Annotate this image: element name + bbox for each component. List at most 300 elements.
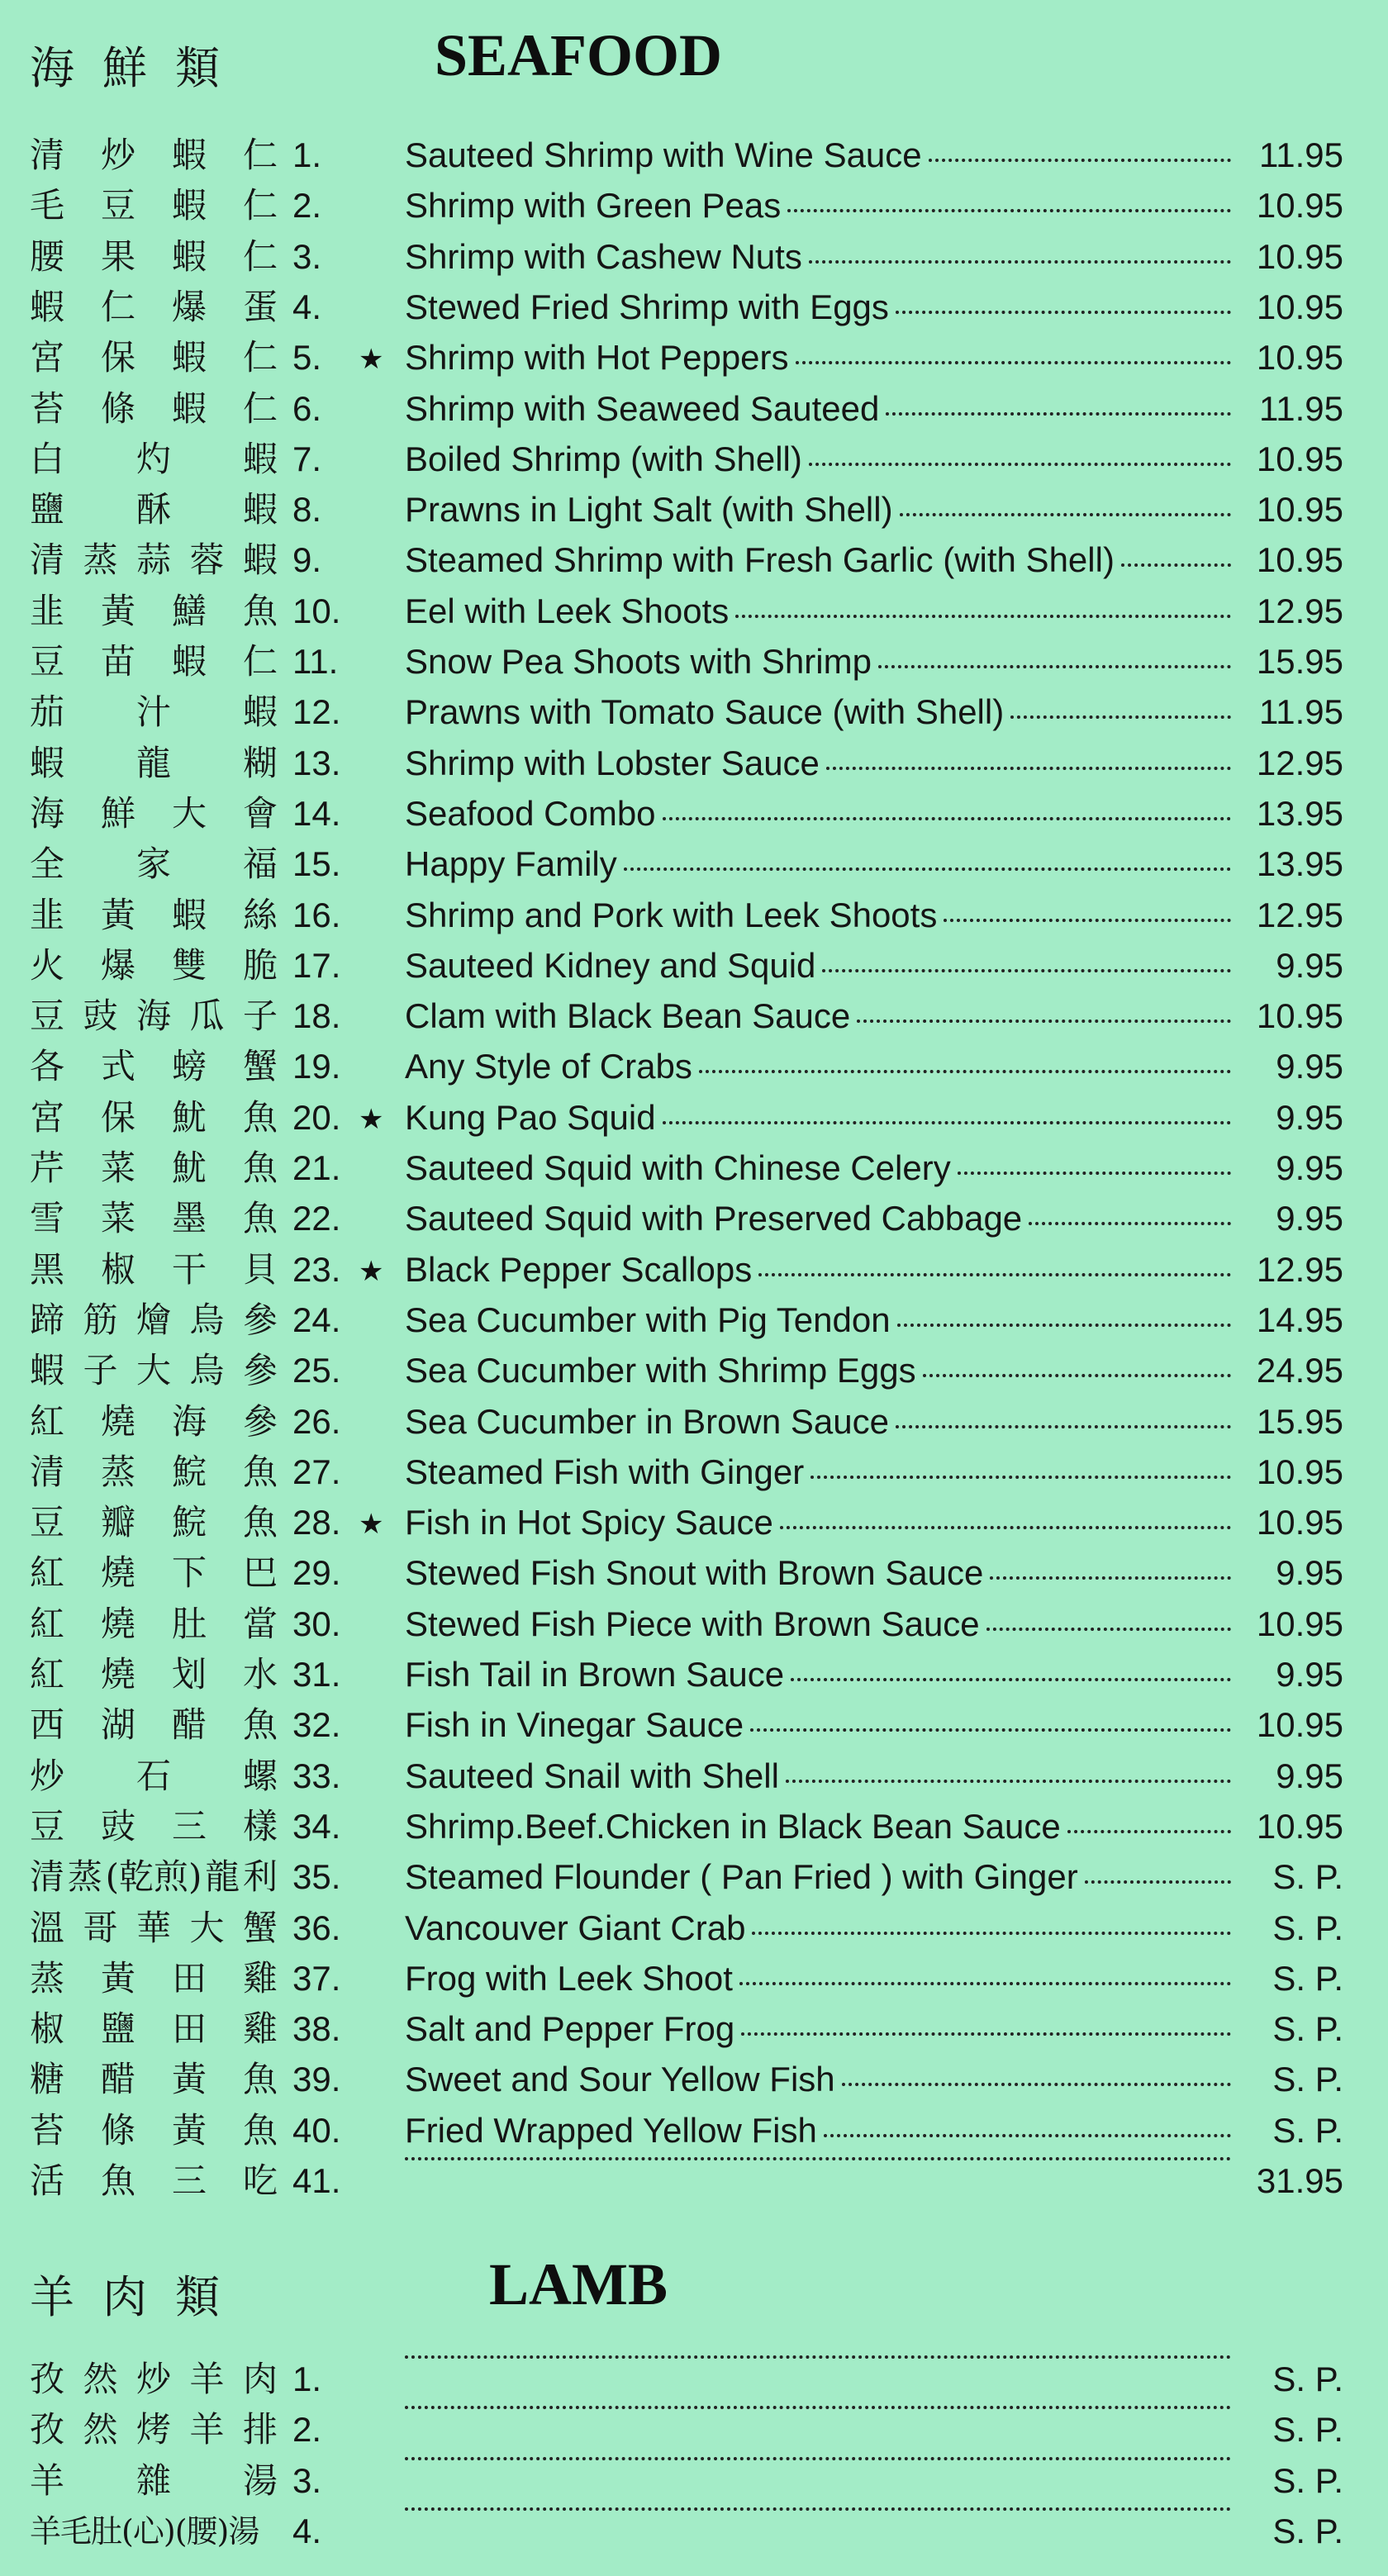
item-number: 22. [292,1199,341,1238]
item-english-name: Boiled Shrimp (with Shell) [405,439,802,478]
item-chinese-name: 糖 醋 黃 魚 [30,2059,278,2100]
item-number: 39. [292,2060,341,2099]
dot-leader [405,2456,1231,2460]
item-description-line [405,2060,1238,2099]
item-chinese-name: 苔 條 黃 魚 [30,2109,278,2151]
item-number: 13. [292,743,341,782]
item-english-name: Shrimp and Pork with Leek Shoots [405,895,938,934]
item-description-line [405,1098,1238,1138]
menu-item-row [0,1397,1388,1447]
dot-leader [752,1931,1231,1935]
item-price: 10.95 [1256,1503,1343,1542]
menu-item-row [0,2507,1388,2557]
item-price: 9.95 [1276,1047,1343,1086]
item-description-line [405,1402,1238,1442]
item-english-name: Shrimp with Hot Peppers [405,338,789,378]
item-english-name: Stewed Fish Piece with Brown Sauce [405,1604,980,1643]
item-number: 19. [292,1047,341,1086]
dot-leader [405,2355,1231,2359]
menu-item-row [0,131,1388,181]
item-english-name: Black Pepper Scallops [405,1249,753,1289]
section-title-english: SEAFOOD [434,22,723,88]
item-price: S. P. [1272,1857,1343,1897]
dot-leader [750,1728,1231,1732]
menu-item-row [0,891,1388,941]
item-price: 31.95 [1256,2161,1343,2200]
item-chinese-name: 椒 鹽 田 雞 [30,2008,278,2050]
menu-item-row [0,435,1388,485]
item-description-line [405,2360,1238,2364]
dot-leader [990,1576,1231,1580]
dot-leader [405,2156,1231,2160]
menu-item-row [0,1295,1388,1346]
item-chinese-name: 毛 豆 蝦 仁 [30,185,278,226]
item-price: 13.95 [1256,844,1343,884]
item-english-name: Sweet and Sour Yellow Fish [405,2060,835,2099]
item-english-name: Steamed Shrimp with Fresh Garlic (with Shell) [405,540,1115,580]
dot-leader [878,664,1231,668]
item-english-name: Steamed Flounder ( Pan Fried ) with Ginger [405,1857,1078,1897]
item-number: 2. [292,186,322,226]
item-description-line [405,1857,1238,1897]
item-number: 33. [292,1756,341,1795]
item-description-line [405,2512,1238,2516]
spicy-star-icon: ★ [359,1508,384,1542]
item-english-name: Fried Wrapped Yellow Fish [405,2110,817,2150]
item-price: 11.95 [1259,388,1343,428]
item-chinese-name: 宮 保 蝦 仁 [30,337,278,378]
item-chinese-name: 芹 菜 魷 魚 [30,1148,278,1188]
dot-leader [1121,563,1231,567]
menu-item-row [0,1194,1388,1244]
item-chinese-name: 蝦 龍 糊 [30,742,278,783]
item-chinese-name: 豆 瓣 鯇 魚 [30,1502,278,1543]
item-price: S. P. [1272,2460,1343,2500]
item-number: 31. [292,1655,341,1694]
item-chinese-name: 宮 保 魷 魚 [30,1096,278,1138]
dot-leader [929,158,1231,162]
item-chinese-name: 白 灼 蝦 [30,438,278,479]
item-english-name: Happy Family [405,844,617,884]
item-price: 10.95 [1256,540,1343,580]
item-english-name: Stewed Fish Snout with Brown Sauce [405,1553,984,1593]
item-chinese-name: 孜 然 烤 羊 排 [30,2409,278,2450]
menu-item-row [0,1802,1388,1852]
item-description-line [405,844,1238,884]
menu-item-row [0,333,1388,383]
item-description-line [405,692,1238,732]
item-description-line [405,794,1238,834]
menu-item-row [0,1346,1388,1396]
item-english-name: Any Style of Crabs [405,1047,692,1086]
menu-item-row [0,1599,1388,1650]
menu-item-row [0,2355,1388,2405]
item-english-name: Snow Pea Shoots with Shrimp [405,642,872,681]
item-chinese-name: 紅 燒 下 巴 [30,1552,278,1594]
dot-leader [787,208,1231,212]
item-chinese-name: 黑 椒 干 貝 [30,1248,278,1290]
item-english-name: Eel with Leek Shoots [405,591,730,630]
dot-leader [896,310,1231,314]
dot-leader [944,918,1231,922]
dot-leader [1085,1880,1231,1884]
item-chinese-name: 羊 雜 湯 [30,2460,278,2501]
dot-leader [900,512,1231,516]
item-number: 27. [292,1452,341,1491]
dot-leader [809,462,1231,466]
item-number: 2. [292,2410,322,2450]
item-description-line [405,2461,1238,2465]
item-number: 37. [292,1958,341,1998]
dot-leader [739,1981,1231,1985]
dot-leader [810,1475,1231,1479]
menu-item-row [0,485,1388,535]
item-price: S. P. [1272,2009,1343,2049]
item-description-line [405,1553,1238,1593]
item-number: 40. [292,2110,341,2150]
item-chinese-name: 溫 哥 華 大 蟹 [30,1907,278,1948]
item-english-name: Sea Cucumber with Shrimp Eggs [405,1351,916,1390]
item-chinese-name: 紅 燒 肚 當 [30,1603,278,1644]
dot-leader [857,1019,1231,1023]
item-chinese-name: 蝦 仁 爆 蛋 [30,286,278,327]
item-english-name: Sauteed Kidney and Squid [405,945,816,985]
item-description-line [405,642,1238,682]
item-english-name: Seafood Combo [405,793,656,833]
item-number: 6. [292,388,322,428]
menu-item-row [0,2156,1388,2207]
item-number: 12. [292,692,341,732]
item-price: S. P. [1272,2110,1343,2150]
item-price: 10.95 [1256,236,1343,276]
item-english-name: Clam with Black Bean Sauce [405,996,851,1036]
item-price: 10.95 [1256,287,1343,326]
menu-item-row [0,941,1388,991]
item-description-line [405,1148,1238,1188]
item-price: 10.95 [1256,1806,1343,1846]
dot-leader [1010,715,1231,719]
menu-item-row [0,232,1388,283]
dot-leader [796,360,1231,364]
item-price: 12.95 [1256,1249,1343,1289]
item-description-line [405,135,1238,175]
item-english-name: Stewed Fried Shrimp with Eggs [405,287,889,326]
item-english-name: Salt and Pepper Frog [405,2009,735,2049]
item-chinese-name: 清 炒 蝦 仁 [30,135,278,175]
item-description-line [405,1959,1238,1999]
item-price: 9.95 [1276,1097,1343,1137]
item-number: 38. [292,2009,341,2049]
item-english-name: Shrimp with Cashew Nuts [405,236,802,276]
item-english-name: Shrimp.Beef.Chicken in Black Bean Sauce [405,1806,1061,1846]
item-number: 20. [292,1097,341,1137]
item-chinese-name: 海 鮮 大 會 [30,792,278,834]
item-description-line [405,592,1238,631]
item-price: S. P. [1272,1958,1343,1998]
dot-leader [791,1677,1231,1681]
item-description-line [405,1351,1238,1390]
item-number: 25. [292,1351,341,1390]
item-number: 4. [292,2511,322,2550]
item-description-line [405,2161,1238,2165]
item-chinese-name: 羊 毛 肚 (心) (腰) 湯 [30,2512,259,2550]
item-price: 9.95 [1276,1148,1343,1187]
menu-item-row [0,1447,1388,1498]
item-english-name: Steamed Fish with Ginger [405,1452,805,1491]
item-number: 3. [292,2460,322,2500]
item-chinese-name: 炒 石 螺 [30,1755,278,1796]
item-chinese-name: 火 爆 雙 脆 [30,944,278,986]
item-number: 3. [292,236,322,276]
item-number: 9. [292,540,322,580]
item-description-line [405,1756,1238,1796]
menu-item-row [0,1093,1388,1143]
item-number: 41. [292,2161,341,2200]
item-english-name: Sauteed Snail with Shell [405,1756,779,1795]
menu-item-row [0,789,1388,839]
item-english-name: Shrimp with Seaweed Sauteed [405,388,880,428]
item-chinese-name: 清 蒸 (乾煎) 龍 利 [30,1856,278,1898]
dot-leader [1067,1829,1231,1833]
menu-item-row [0,2405,1388,2455]
item-chinese-name: 紅 燒 划 水 [30,1654,278,1694]
menu-item-row [0,1954,1388,2004]
item-number: 36. [292,1908,341,1947]
item-price: S. P. [1272,2360,1343,2398]
dot-leader [958,1171,1231,1175]
menu-item-row [0,1751,1388,1802]
item-english-name: Fish in Hot Spicy Sauce [405,1503,773,1542]
item-description-line [405,2111,1238,2151]
dot-leader [405,2507,1231,2511]
dot-leader [824,2133,1231,2137]
dot-leader [1029,1221,1231,1225]
item-price: 10.95 [1256,186,1343,226]
item-english-name: Sauteed Squid with Preserved Cabbage [405,1199,1023,1238]
item-number: 34. [292,1806,341,1846]
item-chinese-name: 腰 果 蝦 仁 [30,235,278,277]
item-number: 24. [292,1300,341,1339]
item-chinese-name: 紅 燒 海 參 [30,1400,278,1442]
item-number: 26. [292,1401,341,1441]
item-price: S. P. [1272,2511,1343,2550]
item-price: S. P. [1272,2060,1343,2099]
dot-leader [923,1373,1231,1377]
spicy-star-icon: ★ [359,343,384,377]
item-number: 10. [292,591,341,630]
item-price: 10.95 [1256,1452,1343,1491]
item-description-line [405,1250,1238,1290]
item-description-line [405,1452,1238,1492]
item-chinese-name: 雪 菜 墨 魚 [30,1198,278,1239]
dot-leader [822,968,1231,972]
item-number: 16. [292,895,341,934]
item-price: 9.95 [1276,1756,1343,1795]
spicy-star-icon: ★ [359,1254,384,1288]
dot-leader [886,411,1231,416]
item-number: 14. [292,793,341,833]
item-english-name: Prawns in Light Salt (with Shell) [405,490,893,530]
item-price: 15.95 [1256,642,1343,681]
dot-leader [826,766,1231,770]
item-price: 10.95 [1256,439,1343,478]
item-chinese-name: 蝦 子 大 烏 參 [30,1350,278,1391]
menu-item-row [0,587,1388,637]
item-description-line [405,2009,1238,2049]
item-number: 5. [292,338,322,378]
menu-item-row [0,1650,1388,1700]
item-price: 24.95 [1256,1351,1343,1390]
item-english-name: Prawns with Tomato Sauce (with Shell) [405,692,1005,732]
item-price: 9.95 [1276,1553,1343,1593]
item-english-name: Kung Pao Squid [405,1097,656,1137]
item-chinese-name: 全 家 福 [30,844,278,885]
item-english-name: Fish in Vinegar Sauce [405,1705,744,1745]
item-number: 32. [292,1705,341,1745]
menu-item-row [0,384,1388,435]
dot-leader [741,2032,1231,2036]
item-description-line [405,1503,1238,1542]
menu-item-row [0,637,1388,687]
menu-item-row [0,1548,1388,1599]
item-number: 35. [292,1857,341,1897]
item-chinese-name: 清 蒸 鯇 魚 [30,1451,278,1492]
item-description-line [405,1300,1238,1340]
item-chinese-name: 韭 黃 鱔 魚 [30,590,278,631]
menu-item-row [0,1903,1388,1954]
item-chinese-name: 清 蒸 蒜 蓉 蝦 [30,539,278,581]
dot-leader [786,1779,1231,1783]
item-chinese-name: 孜 然 炒 羊 肉 [30,2359,278,2399]
menu-item-row [0,2106,1388,2156]
menu-item-row [0,991,1388,1042]
item-price: 15.95 [1256,1401,1343,1441]
dot-leader [986,1627,1231,1631]
spicy-star-icon: ★ [359,1102,384,1136]
item-number: 8. [292,490,322,530]
item-price: 9.95 [1276,945,1343,985]
item-price: S. P. [1272,2410,1343,2450]
dot-leader [699,1069,1231,1073]
menu-item-row [0,1143,1388,1194]
item-price: 14.95 [1256,1300,1343,1339]
item-number: 11. [292,642,339,681]
menu-item-row [0,1700,1388,1751]
item-price: 10.95 [1256,1604,1343,1643]
menu-item-row [0,1852,1388,1903]
item-english-name: Sauteed Squid with Chinese Celery [405,1148,951,1187]
item-description-line [405,288,1238,327]
dot-leader [405,2405,1231,2409]
item-description-line [405,744,1238,783]
item-number: 15. [292,844,341,884]
item-price: 13.95 [1256,793,1343,833]
item-description-line [405,440,1238,479]
item-chinese-name: 各 式 螃 蟹 [30,1046,278,1087]
item-number: 29. [292,1553,341,1593]
menu-item-row [0,535,1388,586]
item-number: 18. [292,996,341,1036]
dot-leader [663,816,1231,820]
item-chinese-name: 苔 條 蝦 仁 [30,387,278,429]
menu-item-row [0,181,1388,231]
item-price: 9.95 [1276,1199,1343,1238]
item-description-line [405,490,1238,530]
item-price: 11.95 [1259,135,1343,174]
item-english-name: Sea Cucumber in Brown Sauce [405,1401,889,1441]
item-chinese-name: 蒸 黃 田 雞 [30,1957,278,1999]
menu-item-row [0,2004,1388,2055]
item-english-name: Frog with Leek Shoot [405,1958,733,1998]
item-price: S. P. [1272,1908,1343,1947]
item-chinese-name: 鹽 酥 蝦 [30,489,278,530]
item-description-line [405,389,1238,429]
item-description-line [405,1908,1238,1948]
item-chinese-name: 豆 苗 蝦 仁 [30,641,278,682]
item-english-name: Vancouver Giant Crab [405,1908,746,1947]
item-description-line [405,1655,1238,1694]
item-price: 10.95 [1256,490,1343,530]
menu-item-row [0,283,1388,333]
dot-leader [758,1272,1231,1276]
item-number: 1. [292,2360,322,2398]
item-description-line [405,1199,1238,1238]
dot-leader [624,867,1231,871]
item-english-name: Sauteed Shrimp with Wine Sauce [405,135,922,174]
item-description-line [405,186,1238,226]
menu-item-row [0,1245,1388,1295]
item-number: 23. [292,1249,341,1289]
item-description-line [405,540,1238,580]
menu-item-row [0,839,1388,890]
item-number: 28. [292,1503,341,1542]
item-number: 30. [292,1604,341,1643]
section-title-chinese: 羊肉類 [30,2271,248,2323]
item-price: 12.95 [1256,895,1343,934]
item-description-line [405,1705,1238,1745]
item-english-name: Sea Cucumber with Pig Tendon [405,1300,891,1339]
menu-item-row [0,687,1388,738]
item-english-name: Shrimp with Green Peas [405,186,782,226]
item-description-line [405,1807,1238,1846]
dot-leader [842,2082,1231,2086]
item-number: 7. [292,439,322,478]
item-number: 1. [292,135,322,174]
item-english-name: Shrimp with Lobster Sauce [405,743,820,782]
item-number: 21. [292,1148,341,1187]
item-description-line [405,1047,1238,1086]
item-price: 10.95 [1256,1705,1343,1745]
item-price: 10.95 [1256,338,1343,378]
menu-item-row [0,2456,1388,2507]
item-english-name: Fish Tail in Brown Sauce [405,1655,785,1694]
item-price: 12.95 [1256,743,1343,782]
dot-leader [780,1525,1231,1529]
menu-item-row [0,1042,1388,1092]
item-price: 12.95 [1256,591,1343,630]
section-title-english: LAMB [489,2251,668,2317]
item-number: 17. [292,945,341,985]
item-chinese-name: 西 湖 醋 魚 [30,1704,278,1746]
item-chinese-name: 活 魚 三 吃 [30,2160,278,2201]
item-description-line [405,896,1238,935]
menu-item-row [0,1498,1388,1548]
menu-item-row [0,739,1388,789]
item-description-line [405,996,1238,1036]
item-chinese-name: 蹄 筋 燴 烏 參 [30,1299,278,1340]
item-chinese-name: 豆 豉 三 樣 [30,1805,278,1846]
item-price: 11.95 [1259,692,1343,732]
